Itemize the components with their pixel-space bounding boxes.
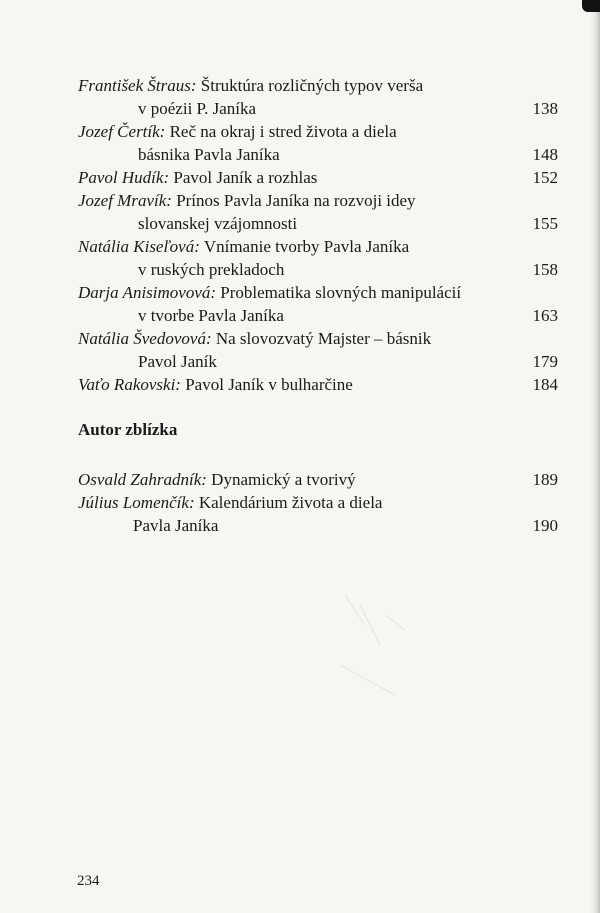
toc-entry — [78, 235, 558, 281]
toc-entry-continuation — [78, 212, 558, 235]
table-of-contents — [78, 74, 558, 537]
toc-entry-title: Pavol Janík a rozhlas — [173, 168, 318, 187]
toc-entry-title: Kalendárium života a diela — [198, 493, 383, 512]
toc-entry-page: 155 — [532, 214, 558, 233]
toc-entry — [78, 120, 558, 166]
toc-entry-continuation — [78, 304, 558, 327]
toc-entry-title: Vnímanie tvorby Pavla Janíka — [203, 237, 410, 256]
toc-entry-title: Dynamický a tvorivý — [211, 470, 356, 489]
toc-entry-first-line — [78, 327, 558, 350]
toc-entry — [78, 327, 558, 373]
toc-entry-page: 163 — [532, 306, 558, 325]
toc-entry-title: slovanskej vzájomnosti — [138, 214, 298, 233]
toc-entry — [78, 74, 558, 120]
toc-entry-page: 138 — [532, 99, 558, 118]
toc-entry-page: 189 — [532, 470, 558, 489]
toc-entry-title: Prínos Pavla Janíka na rozvoji idey — [176, 191, 416, 210]
toc-entry-author: František Štraus: — [78, 76, 197, 95]
toc-entry-continuation — [78, 350, 558, 373]
toc-entry-title: v ruských prekladoch — [138, 260, 285, 279]
toc-entry-title: básnika Pavla Janíka — [138, 145, 280, 164]
toc-entry-first-line — [78, 281, 558, 304]
toc-entry-title: Pavla Janíka — [133, 516, 219, 535]
toc-entry-first-line — [78, 373, 558, 396]
toc-entry-continuation — [78, 514, 558, 537]
corner-scan-mark — [582, 0, 600, 12]
toc-entry-continuation — [78, 143, 558, 166]
paper-smudge-marks — [335, 585, 425, 705]
toc-entry-first-line — [78, 468, 558, 491]
toc-entry-first-line — [78, 235, 558, 258]
toc-entry-author: Vaťo Rakovski: — [78, 375, 181, 394]
toc-entry-title: Pavol Janík v bulharčine — [185, 375, 353, 394]
toc-entry-title: Reč na okraj i stred života a diela — [169, 122, 397, 141]
toc-entry-author: Pavol Hudík: — [78, 168, 170, 187]
toc-entry-author: Darja Anisimovová: — [78, 283, 217, 302]
toc-entry-first-line — [78, 74, 558, 97]
section-heading: Autor zblízka — [78, 420, 178, 439]
toc-entry-page: 184 — [532, 375, 558, 394]
page-number: 234 — [77, 873, 100, 889]
toc-entry — [78, 166, 558, 189]
toc-entry-first-line — [78, 166, 558, 189]
toc-entry-continuation — [78, 97, 558, 120]
toc-entry-author: Július Lomenčík: — [78, 493, 195, 512]
toc-entry-page: 158 — [532, 260, 558, 279]
page-edge-shadow — [590, 0, 600, 913]
toc-entry-title: Pavol Janík — [138, 352, 217, 371]
toc-entry-page: 148 — [532, 145, 558, 164]
toc-entry — [78, 491, 558, 537]
toc-entry-author: Jozef Mravík: — [78, 191, 172, 210]
toc-entry-title: v poézii P. Janíka — [138, 99, 257, 118]
toc-entry-page: 179 — [532, 352, 558, 371]
toc-entry-author: Natália Kiseľová: — [78, 237, 200, 256]
toc-entry-page: 152 — [532, 168, 558, 187]
toc-entry-first-line — [78, 491, 558, 514]
toc-entry-title: v tvorbe Pavla Janíka — [138, 306, 284, 325]
toc-entry-title: Na slovozvatý Majster – básnik — [215, 329, 432, 348]
toc-entry-author: Jozef Čertík: — [78, 122, 166, 141]
toc-entry — [78, 189, 558, 235]
toc-entry-page: 190 — [532, 516, 558, 535]
toc-entry-author: Osvald Zahradník: — [78, 470, 207, 489]
toc-entry — [78, 373, 558, 396]
toc-entry-continuation — [78, 258, 558, 281]
toc-entry — [78, 281, 558, 327]
toc-entry-first-line — [78, 189, 558, 212]
toc-entry-title: Problematika slovných manipulácií — [220, 283, 462, 302]
toc-entry-title: Štruktúra rozličných typov verša — [200, 76, 424, 95]
toc-entry — [78, 468, 558, 491]
toc-entry-first-line — [78, 120, 558, 143]
toc-entry-author: Natália Švedovová: — [78, 329, 212, 348]
